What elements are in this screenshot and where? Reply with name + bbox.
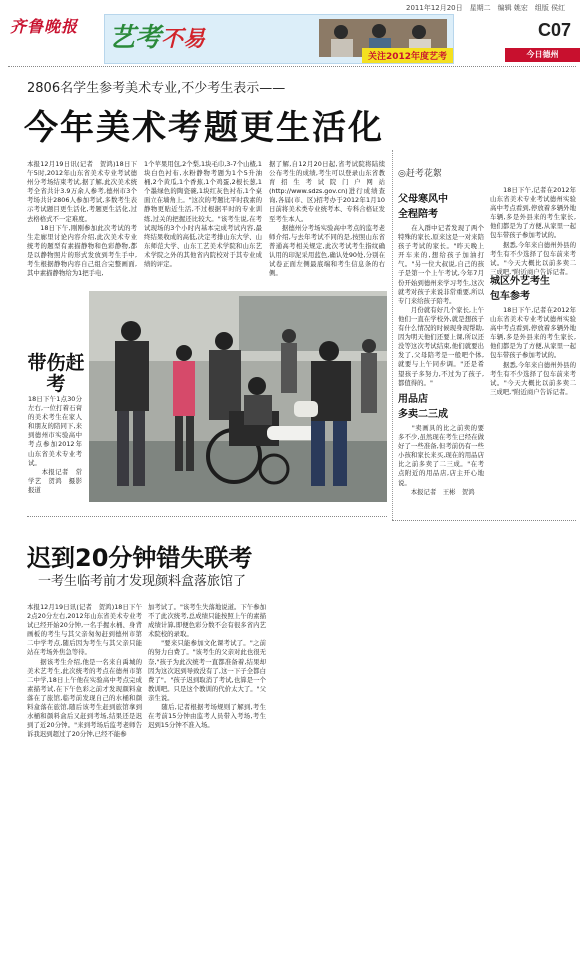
lead-kicker: 2806名学生参考美术专业,不少考生表示—— (27, 81, 286, 96)
column-banner (104, 14, 454, 64)
banner-title (109, 17, 205, 54)
header-divider (8, 66, 576, 67)
sidebar-item-title: 城区外艺考生 (490, 276, 550, 287)
second-subheadline: 一考生临考前才发现颜料盒落旅馆了 (38, 574, 247, 589)
news-photo-art (89, 291, 387, 502)
sidebar-column-b (490, 186, 576, 520)
banner-title-a: 艺考 (109, 23, 162, 53)
sidebar-item-text: 18日下午,记者在2012年山东省美术专业考试德州实验高中考点看到,停放着多辆外地车辆,多是外县来的考生家长,他们都是为了方便,从家里一起包车带孩子参加考试的。 据悉,今年来自德州外县的考生有不少选择了包车前来考试。"今天大概比以前多卖二三成吧,"附近商户告诉记者。 (490, 306, 576, 396)
sidebar-item-subtitle: 多卖二三成 (398, 409, 448, 420)
lead-column-3: 据了解,自12月20日起,省考试院将陆续公布考生的成绩,考生可以登录山东省教育招生考试院门户网站(http://www.sdzs.gov.cn)进行成绩查询,各届(市、区)招考办于2012年1月10日前将美术类专业统考本、专科合格证发至考生本人。 据德州分考场实验高中考点的监考老师介绍,与去年考试不同的是,按照山东省普通高考相关规定,此次考试考生指纹确认用的印泥采用蓝色,确认处90处,分别在试卷正面左侧最底端和考生信息条的右侧。 (269, 160, 385, 278)
sidebar-item-subtitle: 包车参考 (490, 291, 530, 302)
sidebar-item-title: 父母寒风中 (398, 194, 448, 205)
sidebar-bottom-rule (392, 520, 576, 521)
lead-headline: 今年美术考题更生活化 (24, 108, 384, 148)
page-number: C07 (538, 20, 572, 40)
lead-column-1: 本报12月19日讯(记者 贺鸿)18日下午5时,2012年山东省美术专业考试德州分考场结束考试,据了解,此次美术统考全省共计3.9万余人参考,德州市3个考场共计2806人参加考试,多数考生表示考试题目更生活化,考题更生活化,过去格格式不一定难度。 18日下午,刚刚参加此次考试的考生走廊里讨论内容介绍,此次美术专业统考的题型有素描静物和色彩静物,都是以静物照片的形式发放到考生手中,考生根据静物内容自己组合完整画面,其中素描静物给为1把手电, (27, 160, 137, 278)
section-divider (27, 516, 387, 517)
sidebar-item-title: 用品店 (398, 394, 428, 405)
second-column-1: 本报12月19日讯(记者 贺鸿)18日下午2点20分左右,2012年山东省美术专业考试已经开始20分钟,一名手握水桶、身背画板的考生与其父亲匆匆赶到德州市第二中学考点,随后因为考生与其父亲只能站在考场外焦急等待。 据该考生介绍,他是一名来自禹城的美术艺考生,此次统考的考点在德州市第二中学,18日上午他在实验高中考点完成素描考试,在下午色彩之前才发现颜料盒落在了旅馆,临考前发现自己的水桶和颜料盒落在旅馆,随后该考生赶到旅馆拿到水桶和颜料盒后又赶到考场,结果还是迟到了近20分钟。"来到考场后监考老师告诉我迟到超过了20分钟,已经不能参 (27, 603, 142, 739)
news-photo (89, 291, 387, 502)
photo-caption-title: 带伤赶考 (27, 352, 85, 395)
sidebar-item-text: "卖画具的比之前卖的要多不少,虽然现在考生已经在做好了一些准备,但考前仍有一些小孩和家长来买,现在的用品店比之前多卖了二三成。"在考点附近的用品店,店主开心地说。 本报记者 王彬 贺鸿 (398, 424, 484, 496)
second-headline: 迟到20分钟错失联考 (27, 544, 253, 572)
banner-tagline: 关注2012年度艺考 (362, 48, 453, 63)
photo-caption-text: 18日下午1点30分左右,一位打着石膏的美术考生在家人和朋友的陪同下,来到德州市实验高中考点参加2012年山东省美术专业考试。 本报记者 常学艺 贺鸿 摄影报道 (28, 395, 82, 494)
sidebar-section-label: ◎赶考花絮 (398, 169, 442, 179)
second-column-2: 加考试了。"该考生失落地说道。下午参加不了此次统考,总成绩只能按照上午的素描成绩计算,即便色彩分数不会有很多省内艺术院校的录取。 "要来只能参加文化课考试了。"之前的努力白费了。"该考生的父亲对此也很无奈,"孩子为此次统考一直都准备着,结果却因为这次迟到导致没有了,这一下子全都白费了"。"孩子迟到取消了考试,也算是一个教训吧。只是这个教训的代价太大了。"父亲生说。 随后,记者根据考场规则了解到,考生在考前15分钟由监考人员带入考场,考生迟到15分钟不准入场。 (148, 603, 266, 730)
sidebar-item-subtitle: 全程陪考 (398, 209, 438, 220)
sidebar-item-continued: 18日下午,记者在2012年山东省美术专业考试德州实验高中考点看到,停放着多辆外地车辆,多是外县来的考生家长,他们都是为了方便,从家里一起包车带孩子参加考试的。 据悉,今年来自德州外县的考生有不少选择了包车前来考试。"今天大概比以前多卖二三成吧,"附近商户告诉记者。 (490, 186, 576, 276)
sidebar-column-a (398, 190, 484, 520)
sidebar-item-text: 在入群中记者发现了两个特殊的家长,原来这是一对来陪孩子考试的家长。"昨天晚上开车来的,想给孩子加油打气。"另一位大叔说,自己的孩子是第一个上午考试,今年7月份开始到德州来学习考生,这次就考对孩子来说非常重要,所以专门来给孩子陪考。 月份就有好几个家长,上午他们一直在学校外,就是想孩子有什么情况的时候现身现帮助,因为明天他们还要上课,所以还没等这次考试结束,他们就要出发了,父母陪考是一般吧个体,就要与上午同步调。"还是希望孩子多努力,不过为了孩子,都值得的。" (398, 224, 484, 387)
banner-title-b: 不易 (161, 26, 206, 52)
section-label: 今日德州 (505, 48, 580, 62)
lead-column-2: 1个苹果用包,2个梨,1块毛巾,3-7个山楂,1块白色衬布,水粉静物考题为1个5升油桶,2个黄瓜,1个香蕉,1个鸡蛋,2根长葱,1个墨绿色的陶瓷碗,1块红灰色衬布,1个桌面立在墙角上。"这次的考题比平时我素的静物更贴近生活,不过根据平时的专业训练,过关的把握还比较大。"该考生说,在考试现场的3个小时内基本完成考试内容,最终结果收成的高低,决定考排山东大学、山东师范大学、山东工艺美术学院和山东艺术学院之外的其他省内院校对于其专业成绩的评定。 (144, 160, 262, 269)
sidebar-rule (392, 150, 394, 520)
date-line: 2011年12月20日 星期二 编辑 姚宏 组版 侯红 (406, 4, 566, 12)
newspaper-logo: 齐鲁晚报 (10, 17, 79, 36)
